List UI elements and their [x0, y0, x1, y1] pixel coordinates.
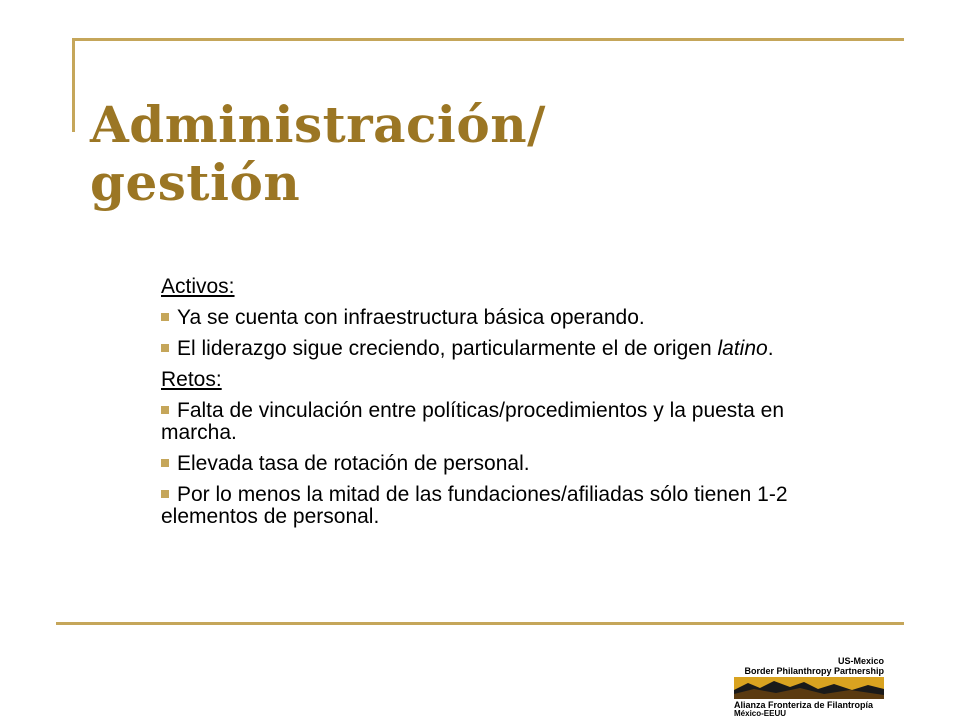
left-accent-line	[72, 38, 75, 132]
section-label-retos: Retos:	[161, 368, 222, 391]
bullet-text: El liderazgo sigue creciendo, particularmente el de origen	[177, 337, 718, 360]
bullet-text: Por lo menos la mitad de las fundaciones/afiliadas sólo tienen 1-2 elementos de personal.	[161, 483, 788, 528]
title-line-1: Administración/	[90, 95, 546, 154]
title-line-2: gestión	[90, 153, 301, 212]
bullet-item	[161, 338, 821, 360]
square-bullet-icon	[161, 344, 169, 352]
bottom-divider	[56, 622, 904, 625]
bullet-text-italic: latino	[717, 337, 768, 360]
bullet-item	[161, 453, 821, 475]
slide-body	[161, 276, 821, 537]
logo-line-1: US-Mexico	[837, 656, 884, 666]
square-bullet-icon	[161, 406, 169, 414]
bullet-item	[161, 400, 821, 444]
square-bullet-icon	[161, 490, 169, 498]
bullet-item	[161, 484, 821, 528]
bullet-item	[161, 307, 821, 329]
bullet-text: Elevada tasa de rotación de personal.	[177, 452, 530, 475]
bullet-text: Ya se cuenta con infraestructura básica operando.	[177, 306, 645, 329]
slide-title	[90, 96, 850, 212]
square-bullet-icon	[161, 459, 169, 467]
square-bullet-icon	[161, 313, 169, 321]
partnership-logo	[734, 656, 884, 716]
logo-line-3: Alianza Fronteriza de Filantropía	[734, 700, 874, 710]
mountain-landscape-icon	[734, 677, 884, 699]
top-divider	[72, 38, 904, 41]
bullet-text-end: .	[767, 337, 774, 360]
logo-line-2: Border Philanthropy Partnership	[744, 666, 884, 676]
bullet-text: Falta de vinculación entre políticas/procedimientos y la puesta en marcha.	[161, 399, 785, 444]
logo-line-4: México-EEUU	[734, 709, 787, 718]
section-label-activos: Activos:	[161, 275, 235, 298]
